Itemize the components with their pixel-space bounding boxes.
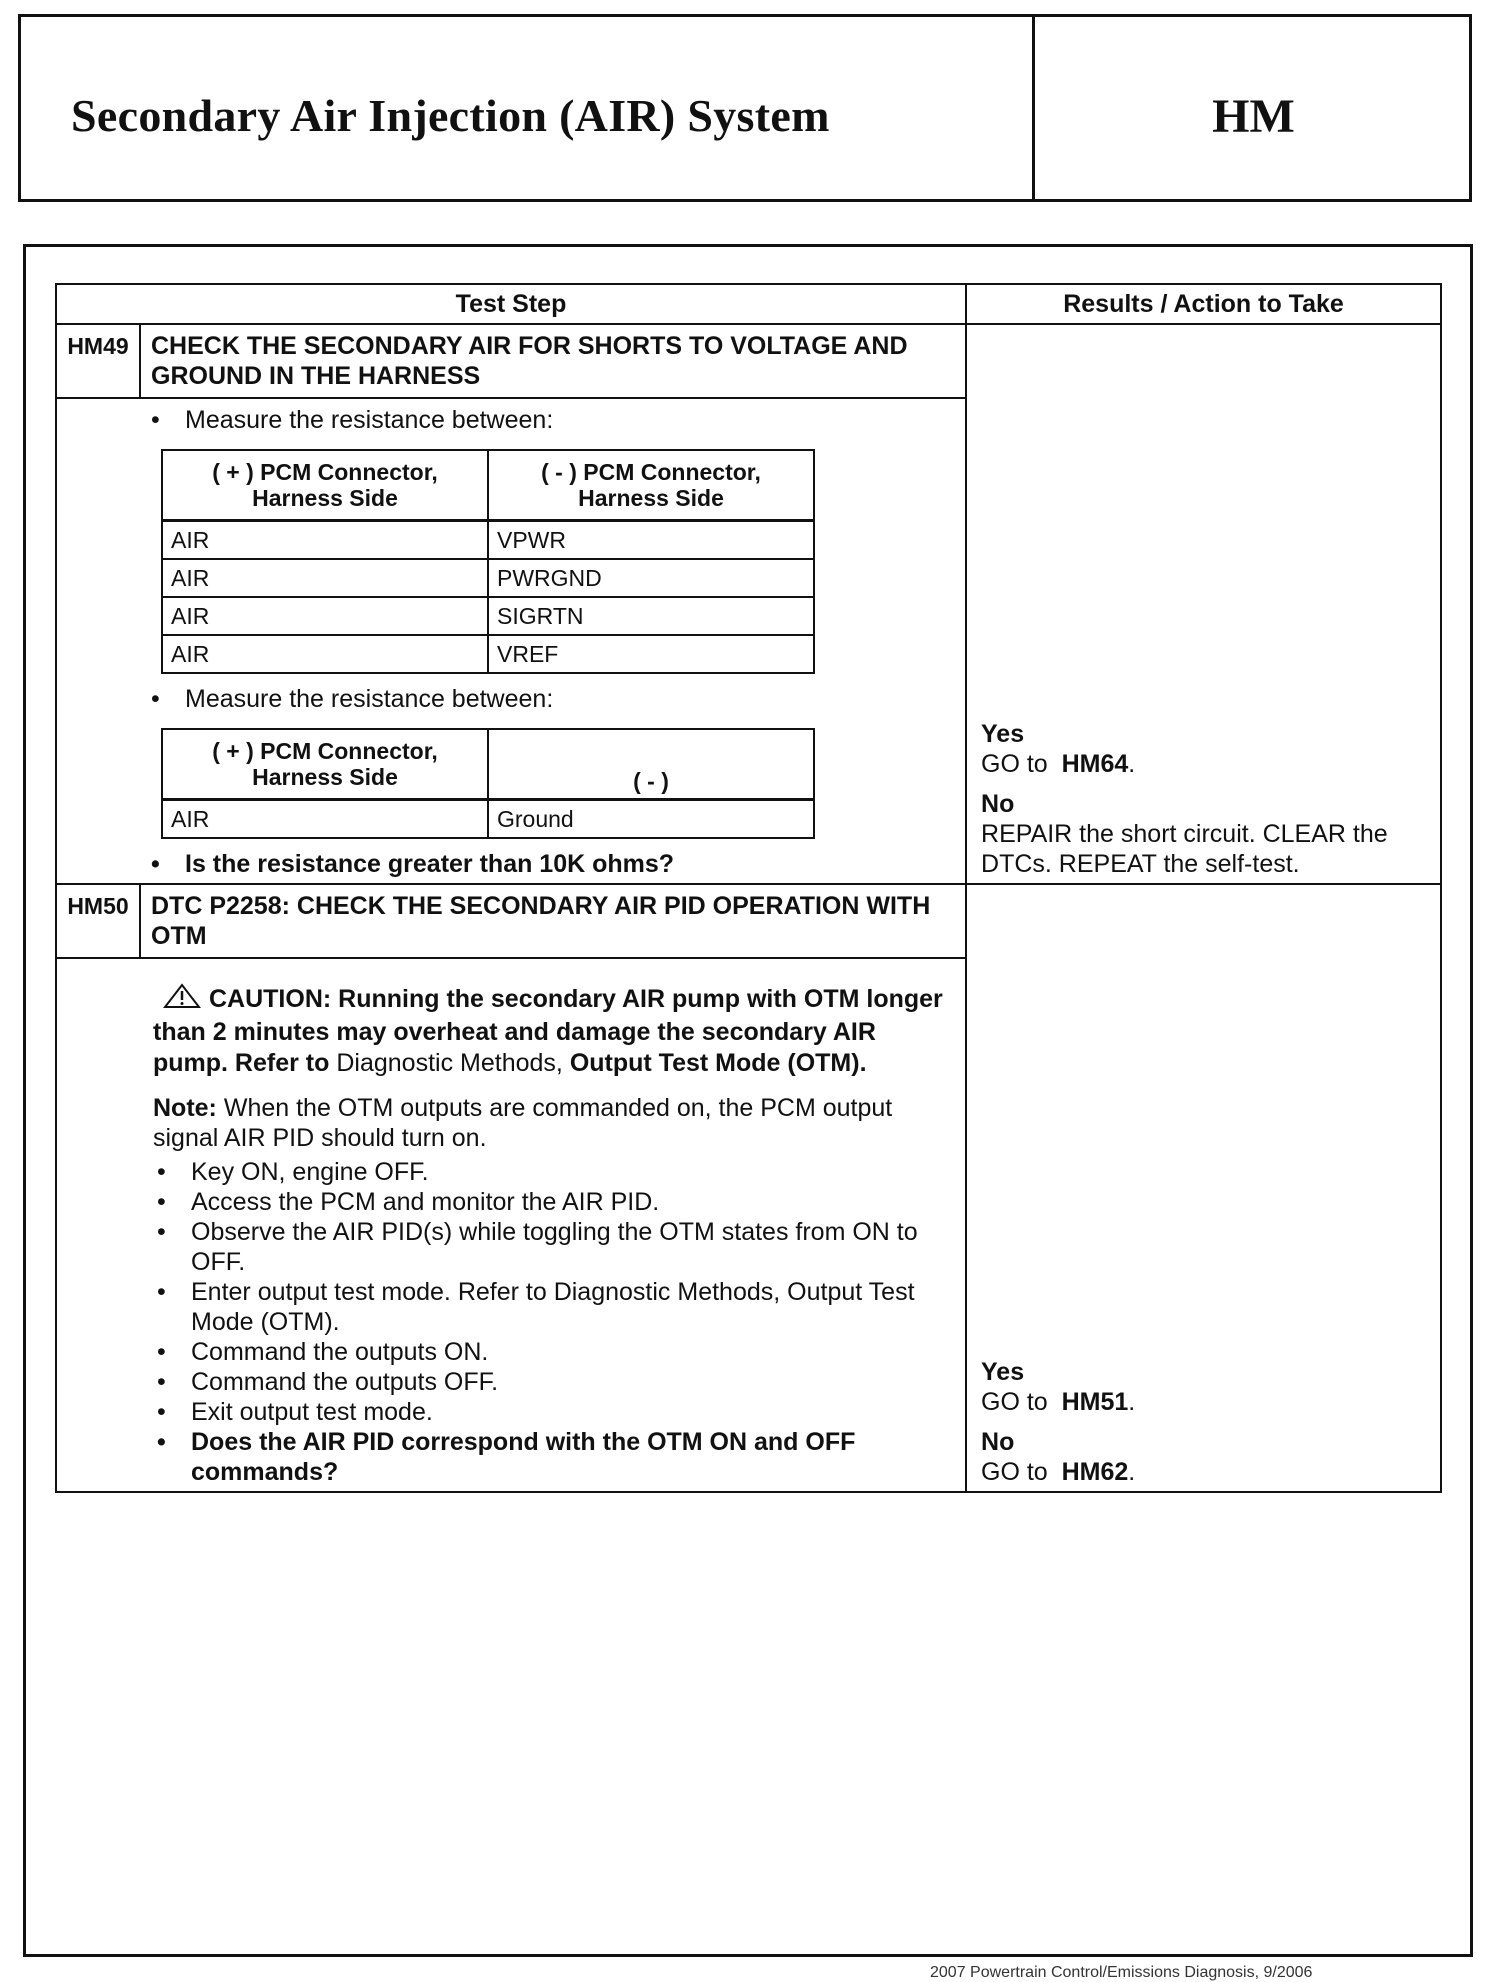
table-cell: AIR	[162, 521, 488, 560]
list-item: • Exit output test mode.	[153, 1397, 953, 1427]
no-action: REPAIR the short circuit. CLEAR the DTCs. REPEAT the self-test.	[981, 820, 1388, 878]
step-title-hm49: CHECK THE SECONDARY AIR FOR SHORTS TO VOLTAGE AND GROUND IN THE HARNESS	[140, 324, 966, 398]
table-row	[162, 635, 814, 673]
table-cell: AIR	[162, 800, 488, 839]
no-label: No	[981, 1428, 1015, 1456]
table-cell: AIR	[162, 635, 488, 673]
note-text: When the OTM outputs are commanded on, the PCM output signal AIR PID should turn on.	[153, 1094, 893, 1152]
no-target-link[interactable]: HM62	[1061, 1458, 1129, 1486]
yes-prefix: GO to	[981, 750, 1048, 778]
table-cell: AIR	[162, 559, 488, 597]
step-question-hm49: • Is the resistance greater than 10K ohms?	[147, 849, 953, 879]
table-cell: SIGRTN	[488, 597, 814, 635]
yes-action	[981, 1387, 1430, 1417]
caution-block	[153, 983, 953, 1079]
content-box	[23, 244, 1473, 1957]
test-step-header: Test Step	[56, 284, 966, 324]
yes-target-link[interactable]: HM51	[1061, 1388, 1129, 1416]
list-item: • Key ON, engine OFF.	[153, 1157, 953, 1187]
table2-header-positive: ( + ) PCM Connector, Harness Side	[162, 729, 488, 800]
table-row	[162, 800, 814, 839]
table-cell: VPWR	[488, 521, 814, 560]
step-question-hm50: • Does the AIR PID correspond with the OTM ON and OFF commands?	[153, 1427, 953, 1487]
table-row	[162, 521, 814, 560]
table-cell: VREF	[488, 635, 814, 673]
table1-header-negative: ( - ) PCM Connector, Harness Side	[488, 450, 814, 521]
yes-target-link[interactable]: HM64	[1061, 750, 1129, 778]
table-cell: Ground	[488, 800, 814, 839]
list-item: • Command the outputs ON.	[153, 1337, 953, 1367]
header-box	[18, 14, 1472, 202]
section-code: HM	[1212, 90, 1295, 143]
no-label: No	[981, 790, 1015, 818]
results-header: Results / Action to Take	[966, 284, 1441, 324]
caution-text: CAUTION: Running the secondary AIR pump with OTM longer than 2 minutes may overheat and damage the secondary AIR pump. Refer to	[153, 985, 943, 1077]
test-step-table	[55, 283, 1442, 1493]
yes-suffix: .	[1128, 1388, 1136, 1416]
list-item: • Access the PCM and monitor the AIR PID.	[153, 1187, 953, 1217]
no-suffix: .	[1128, 1458, 1136, 1486]
resistance-table-2	[161, 728, 815, 839]
table-row	[162, 597, 814, 635]
step-id-hm50: HM50	[56, 884, 140, 958]
table2-header-negative: ( - )	[488, 729, 814, 800]
table-cell: PWRGND	[488, 559, 814, 597]
step-body-hm49	[56, 398, 966, 884]
yes-suffix: .	[1128, 750, 1136, 778]
page-title: Secondary Air Injection (AIR) System	[71, 90, 830, 141]
step-id-hm49: HM49	[56, 324, 140, 398]
step-body-hm50	[56, 958, 966, 1492]
no-action	[981, 1457, 1430, 1487]
resistance-table-1	[161, 449, 815, 674]
measure-instruction-1: • Measure the resistance between:	[147, 405, 953, 435]
page-footer: 2007 Powertrain Control/Emissions Diagnosis, 9/2006	[930, 1964, 1313, 1981]
caution-reference-end: Output Test Mode (OTM).	[569, 1049, 867, 1077]
yes-label: Yes	[981, 1358, 1025, 1386]
yes-label: Yes	[981, 720, 1025, 748]
step-title-hm50: DTC P2258: CHECK THE SECONDARY AIR PID OPERATION WITH OTM	[140, 884, 966, 958]
caution-reference: Diagnostic Methods,	[336, 1049, 563, 1077]
results-hm50	[966, 884, 1441, 1492]
list-item: • Observe the AIR PID(s) while toggling the OTM states from ON to OFF.	[153, 1217, 953, 1277]
table-row	[162, 559, 814, 597]
warning-triangle-icon	[163, 983, 201, 1017]
note-label: Note:	[153, 1094, 217, 1122]
yes-prefix: GO to	[981, 1388, 1048, 1416]
measure-instruction-2: • Measure the resistance between:	[147, 684, 953, 714]
yes-action	[981, 749, 1430, 779]
list-item: • Enter output test mode. Refer to Diagnostic Methods, Output Test Mode (OTM).	[153, 1277, 953, 1337]
table-cell: AIR	[162, 597, 488, 635]
no-prefix: GO to	[981, 1458, 1048, 1486]
list-item: • Command the outputs OFF.	[153, 1367, 953, 1397]
results-hm49	[966, 324, 1441, 884]
table1-header-positive: ( + ) PCM Connector, Harness Side	[162, 450, 488, 521]
note-block	[153, 1093, 953, 1153]
